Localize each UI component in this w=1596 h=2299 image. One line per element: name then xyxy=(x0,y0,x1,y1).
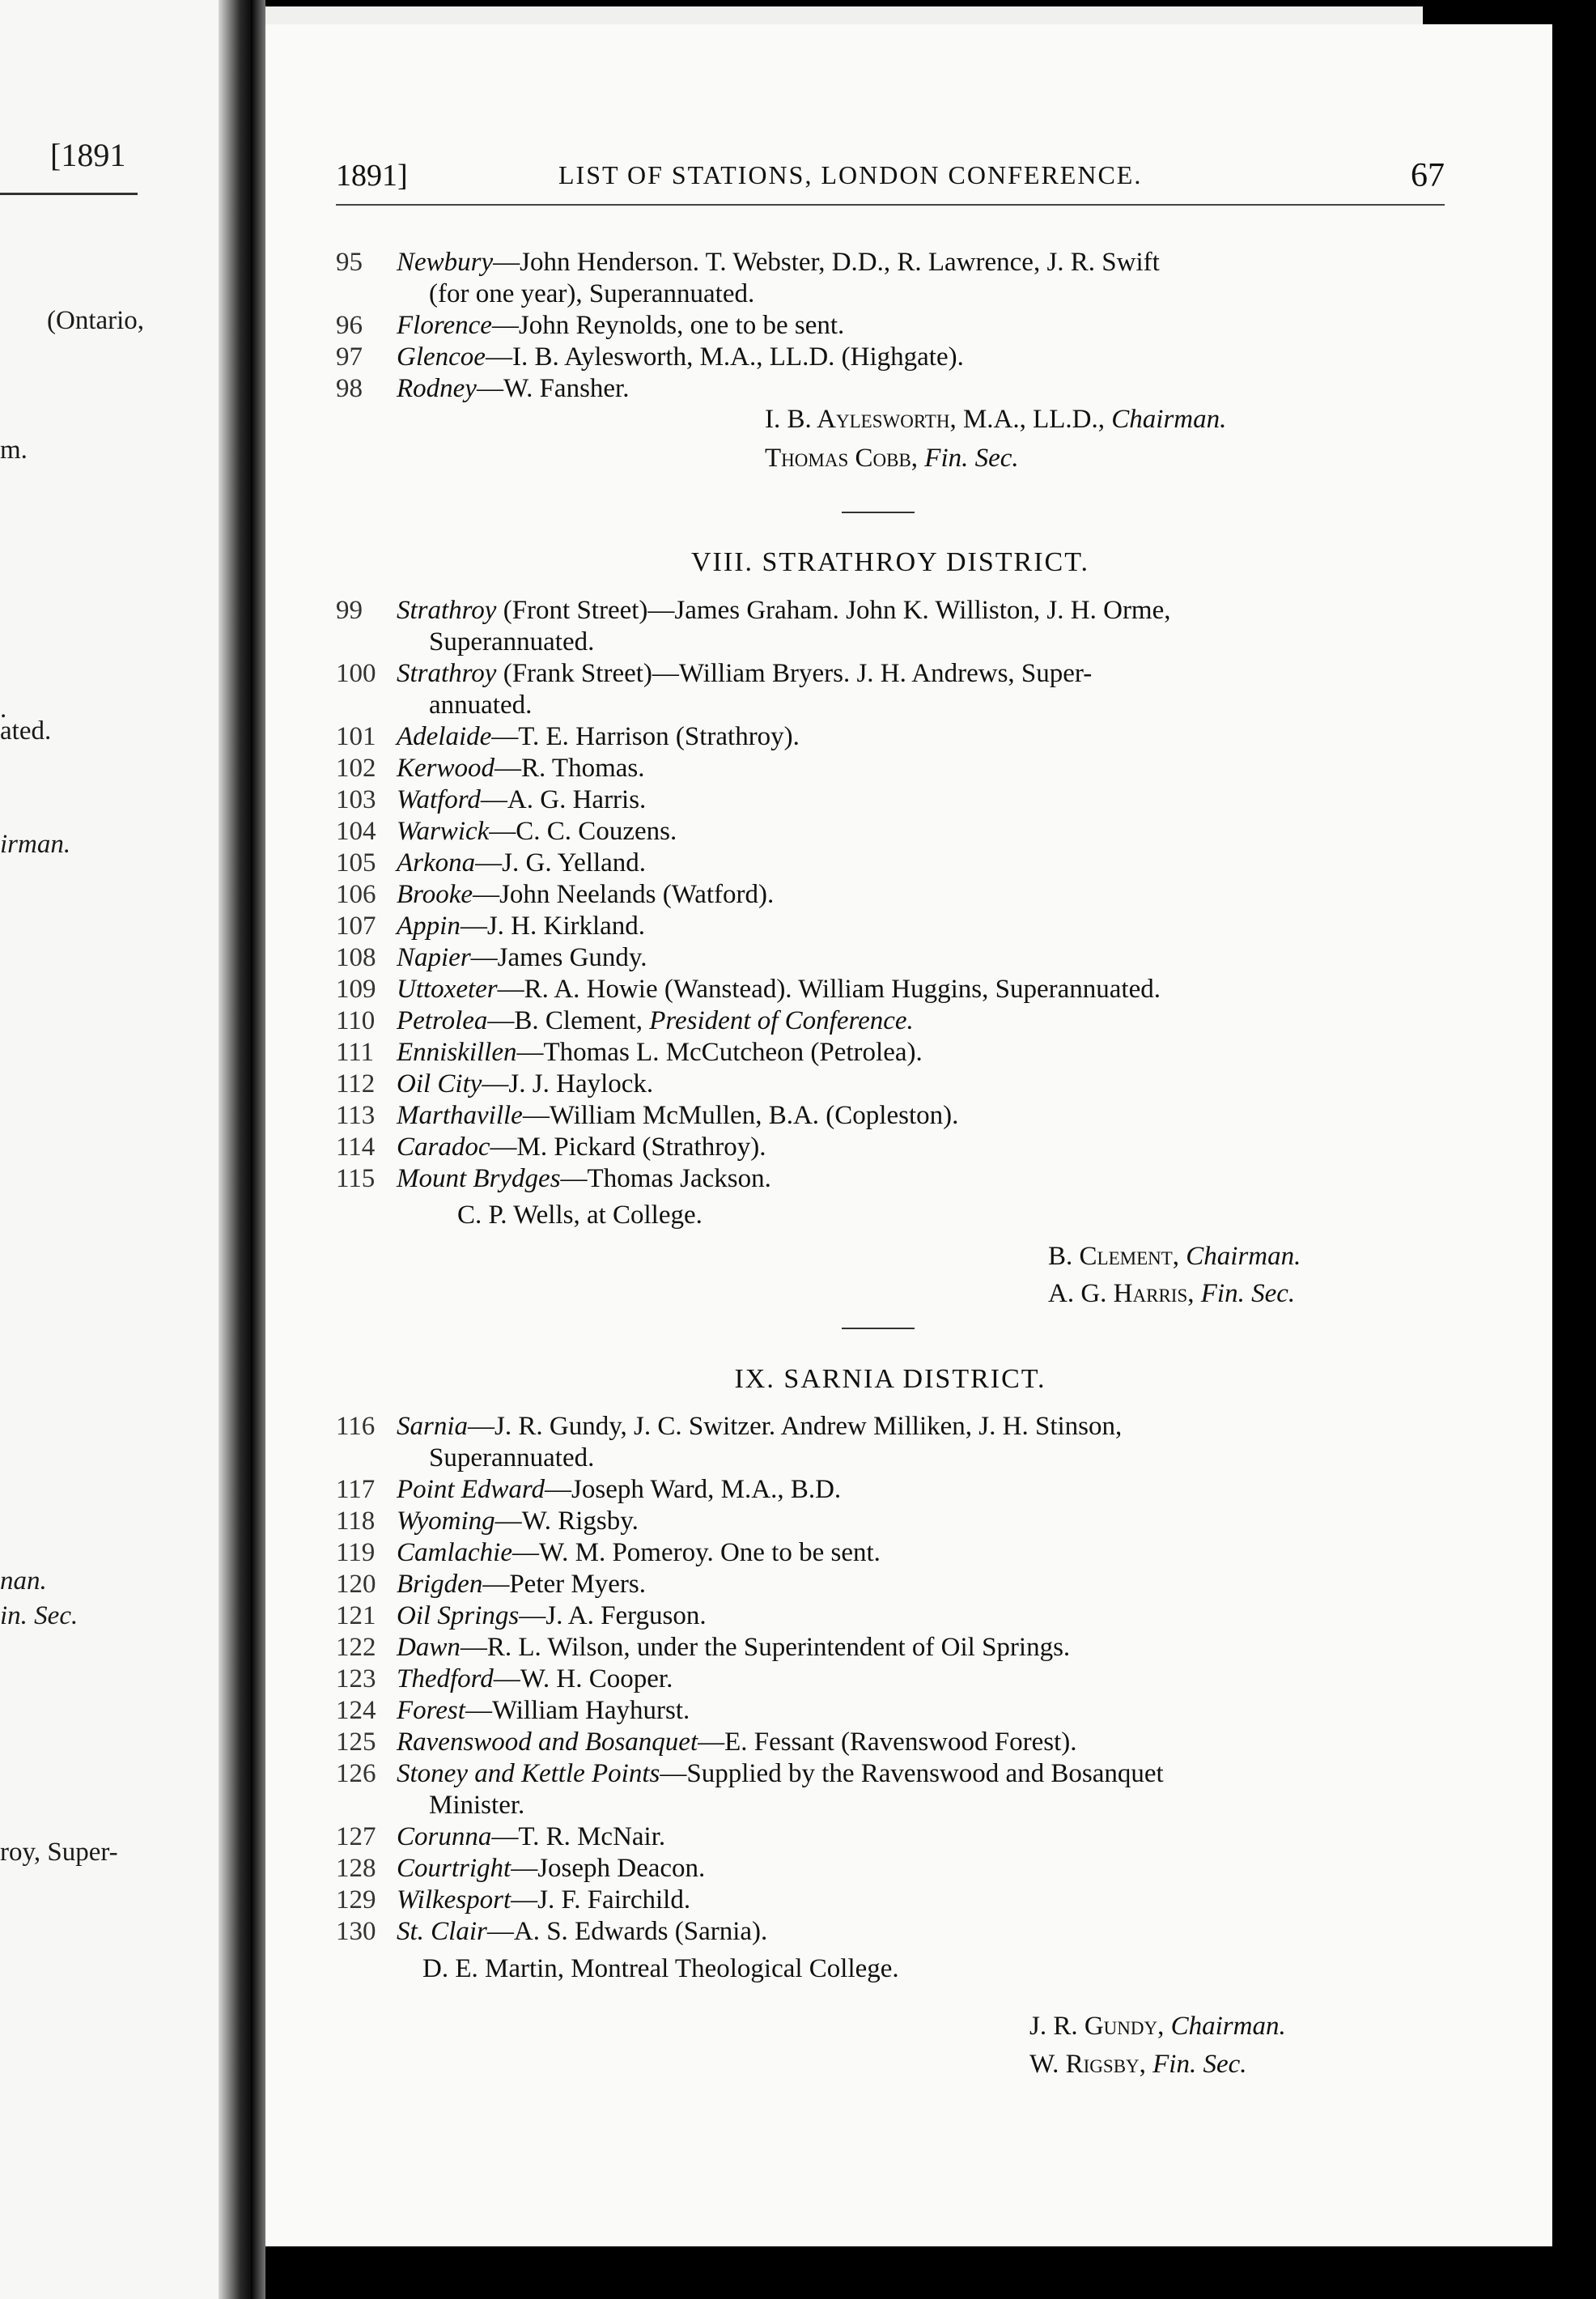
station-text: (Frank Street)—William Bryers. J. H. Andrews, Super- xyxy=(496,659,1093,688)
district-note: D. E. Martin, Montreal Theological College. xyxy=(422,1954,899,1983)
chairman-role: Chairman. xyxy=(1111,405,1227,434)
station-text: —Supplied by the Ravenswood and Bosanquet xyxy=(660,1759,1164,1788)
entry-number: 101 xyxy=(336,722,376,751)
station-name: St. Clair xyxy=(397,1917,487,1946)
header-rule xyxy=(336,204,1445,206)
station-name: Napier xyxy=(397,943,471,972)
entry-number: 118 xyxy=(336,1506,376,1536)
station-text: —William Hayhurst. xyxy=(465,1696,690,1725)
station-text: —I. B. Aylesworth, M.A., LL.D. (Highgate). xyxy=(485,342,964,372)
entry-number: 97 xyxy=(336,342,363,372)
station-text: —C. C. Couzens. xyxy=(489,817,677,846)
station-text: —T. E. Harrison (Strathroy). xyxy=(491,722,800,751)
entry-number: 99 xyxy=(336,596,363,625)
station-continuation: (for one year), Superannuated. xyxy=(429,279,755,308)
station-continuation: Minister. xyxy=(429,1791,525,1820)
station-name: Courtright xyxy=(397,1854,511,1883)
left-fragment: (Ontario, xyxy=(47,306,145,335)
chairman-role: Chairman. xyxy=(1186,1242,1301,1271)
station-name: Oil City xyxy=(397,1069,482,1099)
station-name: Kerwood xyxy=(397,754,495,783)
secretary-signature xyxy=(1029,2050,1247,2080)
station-text: —R. Thomas. xyxy=(495,754,645,783)
left-fragment: nan. xyxy=(0,1566,47,1596)
station-name: Oil Springs xyxy=(397,1601,520,1630)
station-text: —R. A. Howie (Wanstead). William Huggins, Superannuated. xyxy=(497,975,1161,1004)
left-year: [1891 xyxy=(50,137,126,173)
secretary-name: Thomas Cobb, xyxy=(765,444,919,473)
entry-number: 119 xyxy=(336,1538,376,1567)
entry-number: 126 xyxy=(336,1759,376,1788)
book-gutter xyxy=(219,0,255,2299)
station-text: —J. R. Gundy, J. C. Switzer. Andrew Milliken, J. H. Stinson, xyxy=(468,1412,1123,1441)
station-text: —J. H. Kirkland. xyxy=(460,912,646,941)
entry-number: 103 xyxy=(336,785,376,814)
entry-number: 117 xyxy=(336,1475,376,1504)
station-text: —John Henderson. T. Webster, D.D., R. Lawrence, J. R. Swift xyxy=(493,248,1160,277)
entry-number: 104 xyxy=(336,817,376,846)
entry-number: 106 xyxy=(336,880,376,909)
secretary-signature xyxy=(765,444,1019,474)
chairman-role: Chairman. xyxy=(1170,2012,1286,2041)
page-shadow xyxy=(251,0,265,2299)
station-continuation: Superannuated. xyxy=(429,627,595,657)
entry-number: 130 xyxy=(336,1917,376,1946)
left-fragment: ated. xyxy=(0,716,52,746)
station-name: Dawn xyxy=(397,1633,461,1662)
station-name: Mount Brydges xyxy=(397,1164,561,1193)
entry-number: 102 xyxy=(336,754,376,783)
secretary-signature xyxy=(1048,1279,1295,1309)
station-name: Watford xyxy=(397,785,481,814)
running-head xyxy=(336,158,1445,198)
station-name: Arkona xyxy=(397,848,476,878)
station-text: —Thomas Jackson. xyxy=(560,1164,771,1193)
section-separator xyxy=(842,512,915,513)
left-fragment: irman. xyxy=(0,830,71,859)
station-role: President of Conference. xyxy=(649,1006,914,1035)
entry-number: 128 xyxy=(336,1854,376,1883)
secretary-role: Fin. Sec. xyxy=(1152,2050,1247,2079)
station-name: Petrolea xyxy=(397,1006,488,1035)
chairman-signature xyxy=(1029,2012,1286,2042)
station-text: —Joseph Ward, M.A., B.D. xyxy=(545,1475,842,1504)
header-year: 1891] xyxy=(336,159,408,193)
station-name: Glencoe xyxy=(397,342,486,372)
station-text: —James Gundy. xyxy=(470,943,647,972)
station-name: Adelaide xyxy=(397,722,492,751)
secretary-role: Fin. Sec. xyxy=(1200,1279,1296,1308)
station-name: Camlachie xyxy=(397,1538,512,1567)
page-edge xyxy=(257,6,1423,24)
station-name: Appin xyxy=(397,912,461,941)
station-text: —Peter Myers. xyxy=(482,1570,646,1599)
station-name: Uttoxeter xyxy=(397,975,498,1004)
chairman-signature xyxy=(765,405,1226,435)
station-name: Wyoming xyxy=(397,1506,495,1536)
entry-number: 121 xyxy=(336,1601,376,1630)
station-name: Brigden xyxy=(397,1570,483,1599)
station-continuation: Superannuated. xyxy=(429,1443,595,1472)
entry-number: 98 xyxy=(336,374,363,403)
station-name: Warwick xyxy=(397,817,490,846)
station-text: —J. A. Ferguson. xyxy=(519,1601,707,1630)
station-text: —W. Rigsby. xyxy=(495,1506,639,1536)
left-page-fragment xyxy=(0,0,231,2299)
left-fragment: m. xyxy=(0,436,28,465)
station-text: —M. Pickard (Strathroy). xyxy=(490,1133,766,1162)
station-text: —Joseph Deacon. xyxy=(511,1854,706,1883)
station-name: Marthaville xyxy=(397,1101,523,1130)
entry-number: 108 xyxy=(336,943,376,972)
chairman-signature xyxy=(1048,1242,1301,1272)
entry-number: 96 xyxy=(336,311,363,340)
station-text: —Thomas L. McCutcheon (Petrolea). xyxy=(516,1038,923,1067)
entry-number: 110 xyxy=(336,1006,376,1035)
entry-number: 105 xyxy=(336,848,376,878)
chairman-name: I. B. Aylesworth, M.A., LL.D., xyxy=(765,405,1106,434)
station-text: —W. H. Cooper. xyxy=(493,1664,673,1693)
entry-number: 116 xyxy=(336,1412,376,1441)
entry-number: 124 xyxy=(336,1696,376,1725)
entry-number: 100 xyxy=(336,659,376,688)
district-title: IX. SARNIA DISTRICT. xyxy=(734,1364,1046,1394)
station-name: Forest xyxy=(397,1696,465,1725)
entry-number: 129 xyxy=(336,1885,376,1914)
entry-number: 115 xyxy=(336,1164,376,1193)
secretary-name: W. Rigsby, xyxy=(1029,2050,1146,2079)
station-text: —W. M. Pomeroy. One to be sent. xyxy=(511,1538,881,1567)
secretary-name: A. G. Harris, xyxy=(1048,1279,1195,1308)
station-name: Strathroy xyxy=(397,596,497,625)
station-name: Wilkesport xyxy=(397,1885,511,1914)
left-fragment: in. Sec. xyxy=(0,1601,79,1630)
entry-number: 107 xyxy=(336,912,376,941)
station-name: Enniskillen xyxy=(397,1038,517,1067)
station-name: Stoney and Kettle Points xyxy=(397,1759,660,1788)
entry-number: 114 xyxy=(336,1133,376,1162)
header-title: LIST OF STATIONS, LONDON CONFERENCE. xyxy=(558,160,1143,189)
entry-number: 123 xyxy=(336,1664,376,1693)
entry-number: 113 xyxy=(336,1101,376,1130)
station-name: Brooke xyxy=(397,880,473,909)
page-number: 67 xyxy=(1411,157,1445,194)
station-text: —B. Clement, xyxy=(487,1006,650,1035)
station-name: Caradoc xyxy=(397,1133,490,1162)
station-text: —R. L. Wilson, under the Superintendent of Oil Springs. xyxy=(460,1633,1071,1662)
entry-number: 122 xyxy=(336,1633,376,1662)
station-text: —J. G. Yelland. xyxy=(475,848,647,878)
entry-number: 112 xyxy=(336,1069,376,1099)
station-name: Ravenswood and Bosanquet xyxy=(397,1727,698,1757)
entry-number: 120 xyxy=(336,1570,376,1599)
station-text: —A. G. Harris. xyxy=(480,785,647,814)
district-title: VIII. STRATHROY DISTRICT. xyxy=(691,547,1089,577)
station-text: —William McMullen, B.A. (Copleston). xyxy=(522,1101,959,1130)
entry-number: 125 xyxy=(336,1727,376,1757)
station-text: —John Neelands (Watford). xyxy=(473,880,775,909)
station-name: Sarnia xyxy=(397,1412,469,1441)
left-fragment: . xyxy=(0,695,7,724)
secretary-role: Fin. Sec. xyxy=(924,444,1019,473)
station-name: Florence xyxy=(397,311,492,340)
station-name: Rodney xyxy=(397,374,477,403)
entry-number: 111 xyxy=(336,1038,375,1067)
station-text: —W. Fansher. xyxy=(476,374,630,403)
chairman-name: B. Clement, xyxy=(1048,1242,1180,1271)
station-name: Strathroy xyxy=(397,659,497,688)
station-text: —John Reynolds, one to be sent. xyxy=(491,311,845,340)
station-name: Corunna xyxy=(397,1822,492,1851)
section-separator xyxy=(842,1328,915,1329)
district-note: C. P. Wells, at College. xyxy=(457,1200,702,1230)
left-fragment: roy, Super- xyxy=(0,1838,118,1867)
station-text: —A. S. Edwards (Sarnia). xyxy=(486,1917,768,1946)
entry-number: 95 xyxy=(336,248,363,277)
station-text: (Front Street)—James Graham. John K. Williston, J. H. Orme, xyxy=(496,596,1171,625)
station-name: Thedford xyxy=(397,1664,494,1693)
station-name: Newbury xyxy=(397,248,494,277)
entry-number: 127 xyxy=(336,1822,376,1851)
station-text: —E. Fessant (Ravenswood Forest). xyxy=(698,1727,1077,1757)
left-head-rule xyxy=(0,193,138,195)
chairman-name: J. R. Gundy, xyxy=(1029,2012,1165,2041)
station-text: —T. R. McNair. xyxy=(491,1822,666,1851)
station-continuation: annuated. xyxy=(429,691,533,720)
station-text: —J. F. Fairchild. xyxy=(511,1885,691,1914)
entry-number: 109 xyxy=(336,975,376,1004)
station-name: Point Edward xyxy=(397,1475,545,1504)
station-text: —J. J. Haylock. xyxy=(482,1069,654,1099)
